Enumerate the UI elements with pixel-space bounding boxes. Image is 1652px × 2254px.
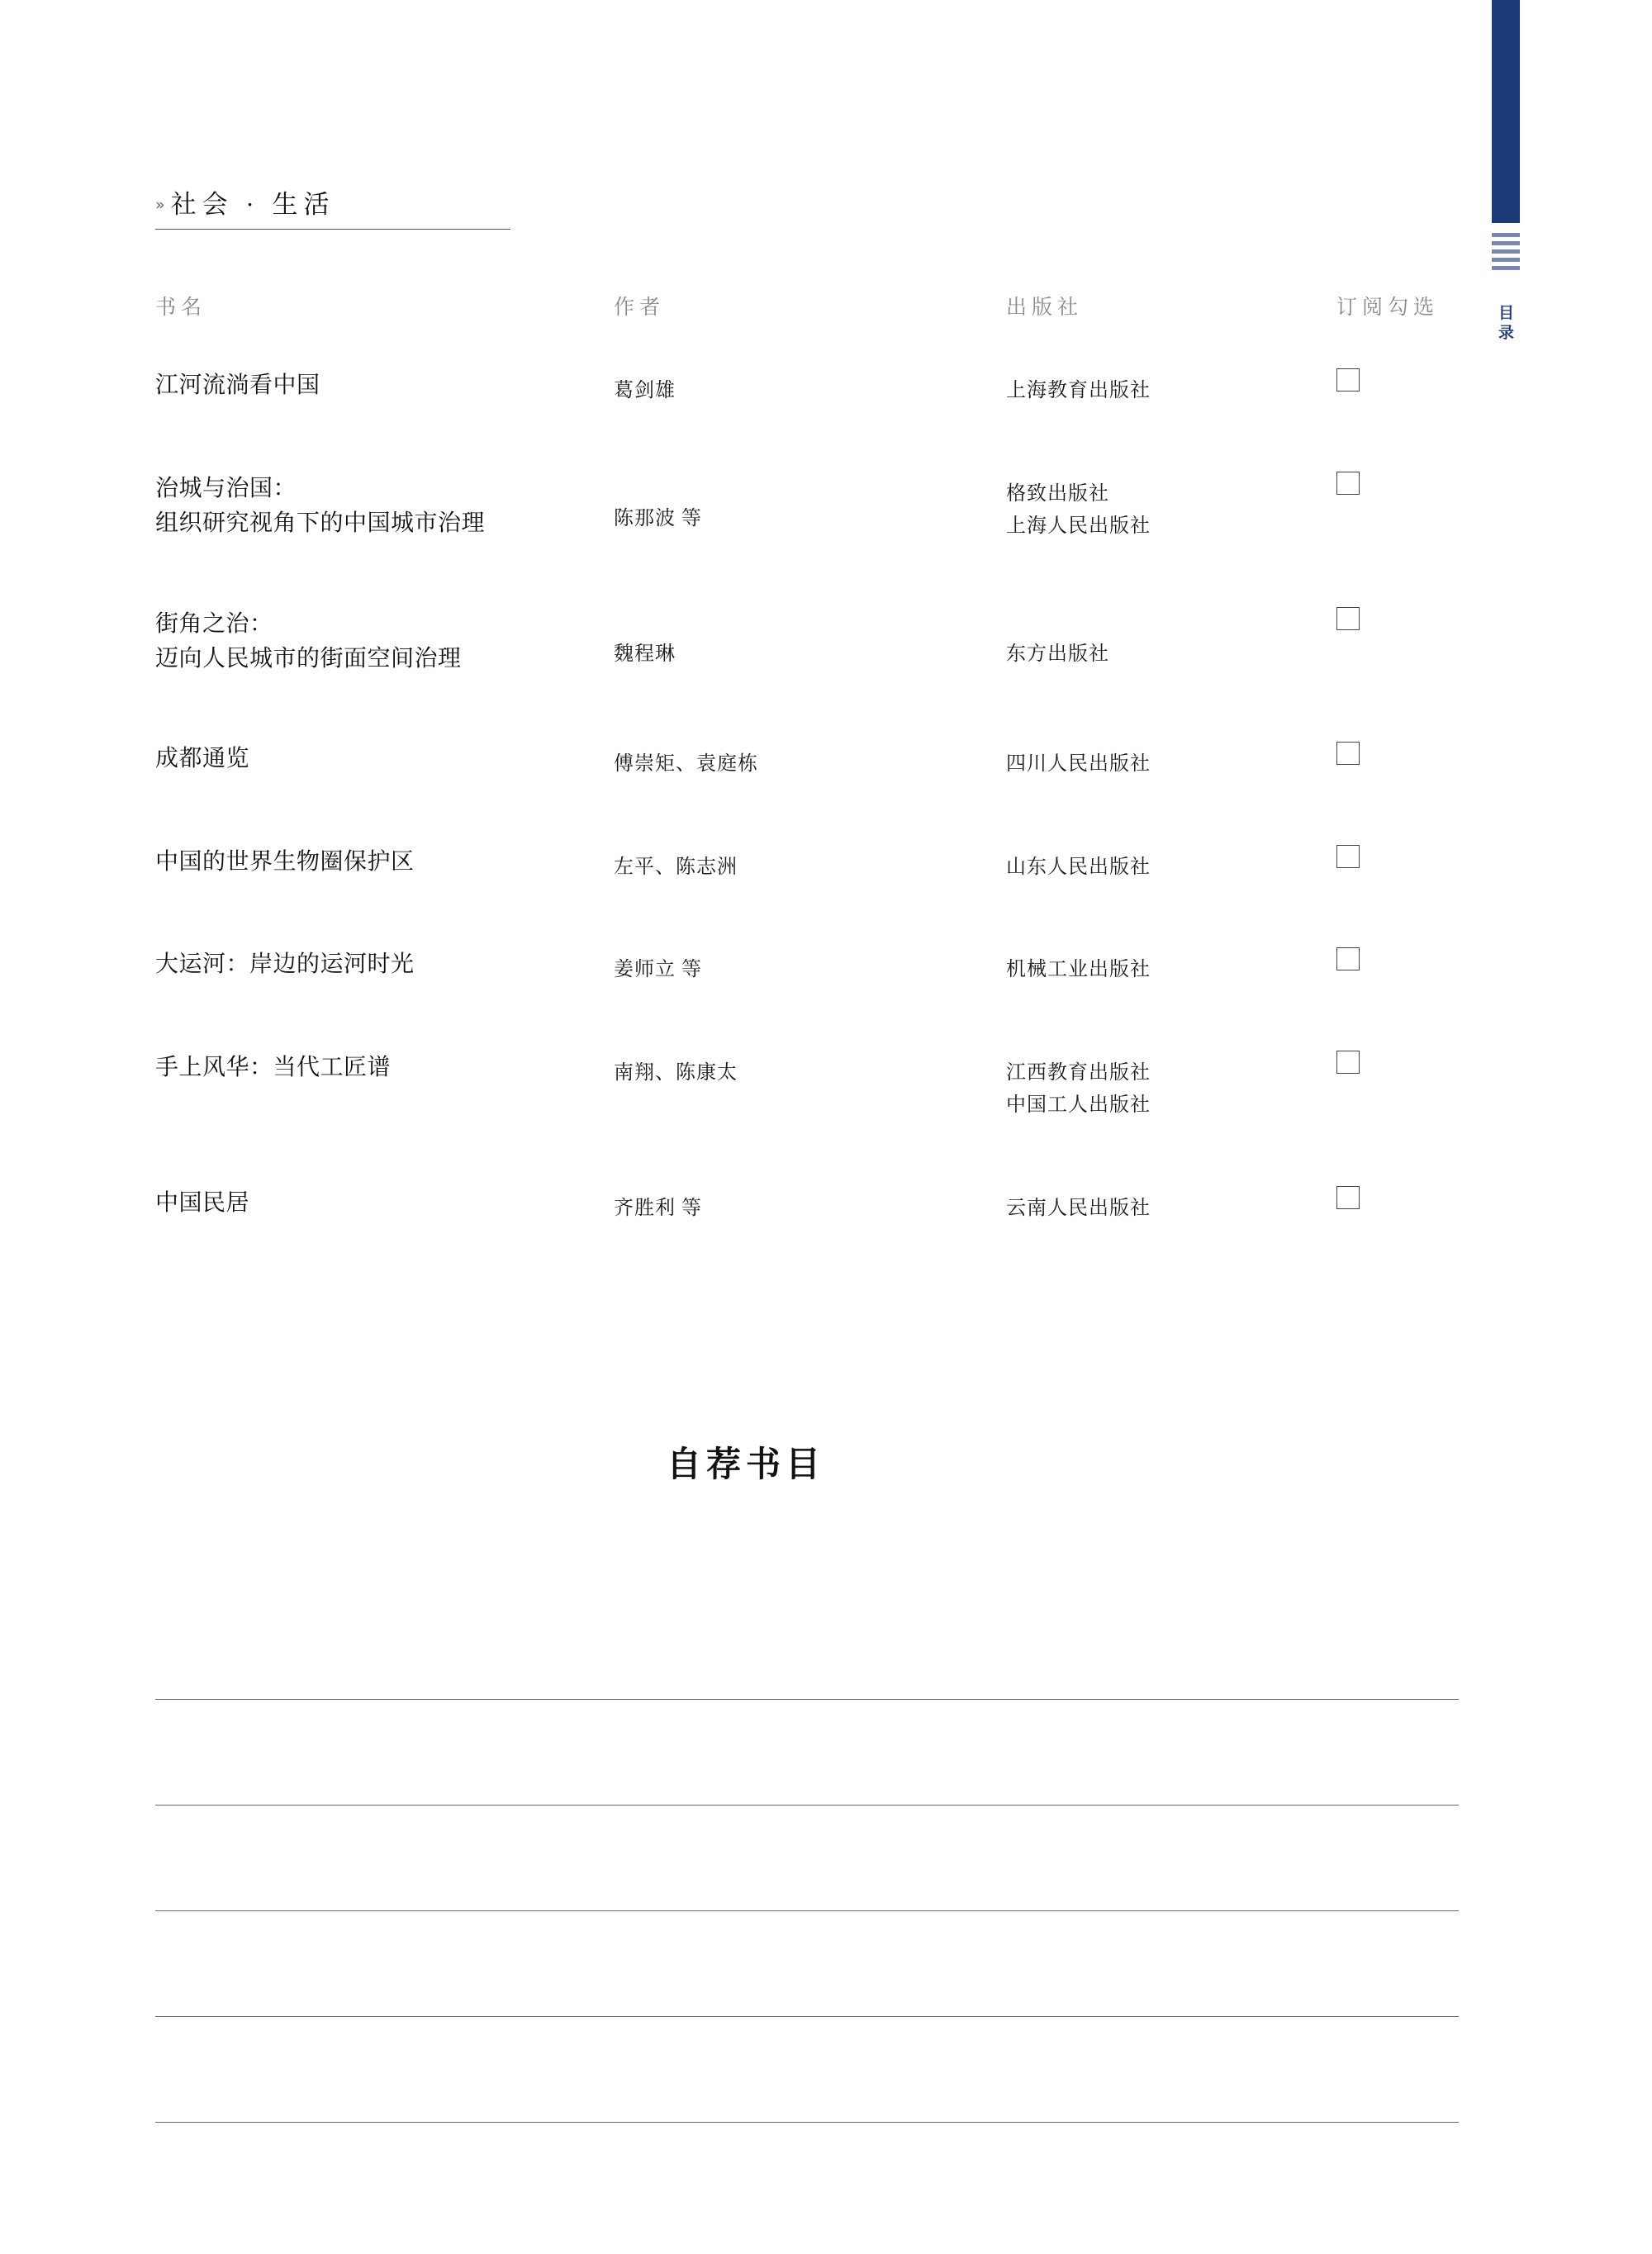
book-author-cell	[614, 1186, 1006, 1225]
self-recommend-blank-lines	[155, 1594, 1459, 2123]
edge-tab-accent	[1492, 0, 1520, 223]
book-title-cell	[155, 742, 614, 845]
subscribe-checkbox[interactable]	[1336, 1186, 1360, 1209]
subscribe-checkbox[interactable]	[1336, 472, 1360, 495]
book-title-cell	[155, 472, 614, 607]
book-title: 治城与治国：	[155, 475, 297, 501]
stripe	[1492, 233, 1520, 237]
book-publisher: 四川人民出版社	[1006, 752, 1151, 775]
book-title: 成都通览	[155, 745, 250, 771]
stripe	[1492, 266, 1520, 270]
section-heading	[155, 183, 510, 230]
book-title-cell	[155, 1186, 614, 1225]
table-row	[155, 1186, 1485, 1225]
column-header-publisher: 出版社	[1006, 297, 1084, 319]
book-publisher-secondary: 中国工人出版社	[1006, 1094, 1151, 1117]
book-author-cell	[614, 607, 1006, 742]
subscribe-checkbox[interactable]	[1336, 742, 1360, 765]
subscribe-checkbox[interactable]	[1336, 1051, 1360, 1074]
book-publisher: 机械工业出版社	[1006, 959, 1151, 981]
book-author: 姜师立 等	[614, 959, 702, 981]
book-title: 手上风华：当代工匠谱	[155, 1055, 392, 1081]
book-publisher-cell	[1006, 1186, 1336, 1225]
blank-write-line[interactable]	[155, 1911, 1459, 2017]
book-title: 中国的世界生物圈保护区	[155, 848, 415, 875]
table-row	[155, 742, 1485, 845]
section-title: 社会 · 生活	[170, 190, 335, 219]
chevron-right-icon: »	[155, 196, 163, 214]
subscribe-cell	[1336, 742, 1485, 845]
book-publisher: 东方出版社	[1006, 643, 1109, 665]
edge-tab-stripes	[1492, 233, 1520, 281]
book-title-cell	[155, 368, 614, 472]
book-publisher: 江西教育出版社	[1006, 1062, 1151, 1084]
book-publisher: 山东人民出版社	[1006, 856, 1151, 878]
book-title-cell	[155, 845, 614, 948]
table-row	[155, 1051, 1485, 1186]
column-header-title: 书名	[155, 297, 207, 319]
book-publisher-cell	[1006, 845, 1336, 948]
subscribe-checkbox[interactable]	[1336, 845, 1360, 868]
subscribe-checkbox[interactable]	[1336, 607, 1360, 630]
book-author-cell	[614, 947, 1006, 1051]
book-publisher-cell	[1006, 472, 1336, 607]
book-author: 左平、陈志洲	[614, 856, 738, 878]
book-publisher-cell	[1006, 607, 1336, 742]
subscribe-cell	[1336, 472, 1485, 607]
book-publisher: 云南人民出版社	[1006, 1198, 1151, 1220]
table-row	[155, 607, 1485, 742]
blank-write-line[interactable]	[155, 2017, 1459, 2123]
book-author-cell	[614, 742, 1006, 845]
table-row	[155, 472, 1485, 607]
table-row	[155, 947, 1485, 1051]
stripe	[1492, 258, 1520, 262]
book-title: 江河流淌看中国	[155, 373, 320, 398]
book-publisher-cell	[1006, 1051, 1336, 1186]
book-publisher-cell	[1006, 947, 1336, 1051]
book-title-cell	[155, 1051, 614, 1186]
book-subtitle: 迈向人民城市的街面空间治理	[155, 646, 462, 672]
book-title-cell	[155, 607, 614, 742]
blank-write-line[interactable]	[155, 1700, 1459, 1806]
subscribe-cell	[1336, 947, 1485, 1051]
book-author-cell	[614, 368, 1006, 472]
blank-write-line[interactable]	[155, 1594, 1459, 1700]
book-title: 中国民居	[155, 1190, 250, 1217]
book-title-cell	[155, 947, 614, 1051]
book-author: 齐胜利 等	[614, 1198, 702, 1220]
blank-write-line[interactable]	[155, 1806, 1459, 1911]
book-author: 葛剑雄	[614, 380, 676, 401]
subscribe-checkbox[interactable]	[1336, 368, 1360, 391]
book-author-cell	[614, 845, 1006, 948]
subscribe-cell	[1336, 607, 1485, 742]
book-author-cell	[614, 1051, 1006, 1186]
book-publisher-secondary: 上海人民出版社	[1006, 515, 1151, 537]
book-title: 大运河：岸边的运河时光	[155, 951, 415, 978]
subscribe-cell	[1336, 368, 1485, 472]
self-recommend-title: 自荐书目	[666, 1445, 825, 1483]
subscribe-cell	[1336, 845, 1485, 948]
column-header-subscribe: 订阅勾选	[1336, 297, 1440, 319]
subscribe-cell	[1336, 1051, 1485, 1186]
table-header-row	[155, 291, 1485, 368]
book-publisher-cell	[1006, 742, 1336, 845]
book-publisher: 上海教育出版社	[1006, 380, 1151, 401]
book-author: 魏程琳	[614, 643, 676, 665]
book-author: 傅崇矩、袁庭栋	[614, 752, 758, 775]
book-author: 陈那波 等	[614, 507, 702, 529]
book-subtitle: 组织研究视角下的中国城市治理	[155, 510, 486, 537]
column-header-author: 作者	[614, 297, 666, 319]
subscribe-cell	[1336, 1186, 1485, 1225]
book-author-cell	[614, 472, 1006, 607]
toc-tab-label[interactable]: 目 录	[1498, 305, 1515, 342]
table-row	[155, 368, 1485, 472]
table-row	[155, 845, 1485, 948]
book-publisher-cell	[1006, 368, 1336, 472]
book-list-table	[155, 291, 1485, 1225]
stripe	[1492, 249, 1520, 254]
book-publisher: 格致出版社	[1006, 482, 1109, 505]
book-author: 南翔、陈康太	[614, 1062, 738, 1084]
stripe	[1492, 241, 1520, 245]
subscribe-checkbox[interactable]	[1336, 947, 1360, 970]
book-title: 街角之治：	[155, 610, 273, 637]
